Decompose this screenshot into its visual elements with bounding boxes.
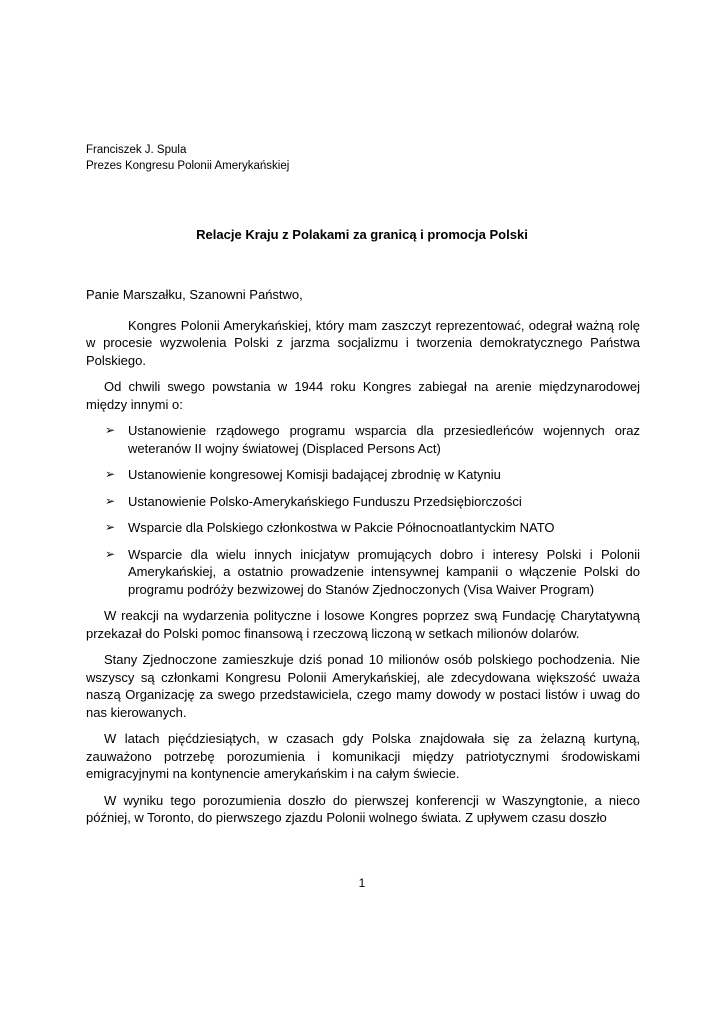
list-item bbox=[86, 422, 640, 457]
list-item bbox=[86, 519, 640, 537]
list-item bbox=[86, 493, 640, 511]
arrow-right-icon: ➢ bbox=[105, 493, 116, 508]
paragraph: W wyniku tego porozumienia doszło do pierwszej konferencji w Waszyngtonie, a nieco później, w Toronto, do pierwszego zjazdu Polonii wolnego świata. Z upływem czasu doszło bbox=[86, 792, 640, 825]
document-title: Relacje Kraju z Polakami za granicą i promocja Polski bbox=[196, 227, 528, 242]
author-role: Prezes Kongresu Polonii Amerykańskiej bbox=[86, 160, 290, 172]
paragraph: Od chwili swego powstania w 1944 roku Kongres zabiegał na arenie międzynarodowej między innymi o: bbox=[86, 379, 640, 412]
arrow-right-icon: ➢ bbox=[105, 546, 116, 561]
letter-header bbox=[86, 142, 289, 174]
list-item-text: Ustanowienie kongresowej Komisji badającej zbrodnię w Katyniu bbox=[128, 467, 501, 482]
arrow-right-icon: ➢ bbox=[105, 520, 116, 534]
list-item-text: Wsparcie dla wielu innych inicjatyw promujących dobro i interesy Polski i Polonii Amerykańskiej, a ostatnio prowadzenie intensywnej kampanii o włączenie Polski do programu podróży bezwizowej do Stanów Zjednoczonych (Visa Waiver Program) bbox=[128, 546, 640, 597]
arrow-right-icon: ➢ bbox=[105, 467, 116, 481]
list-item-text: Ustanowienie rządowego programu wsparcia dla przesiedleńców wojennych oraz weteranów II wojny światowej (Displaced Persons Act) bbox=[128, 423, 640, 456]
author-name: Franciszek J. Spula bbox=[86, 144, 187, 156]
document-body bbox=[86, 286, 640, 836]
list-item-text: Wsparcie dla Polskiego członkostwa w Pakcie Północnoatlantyckim NATO bbox=[128, 520, 555, 535]
paragraph: Kongres Polonii Amerykańskiej, który mam zaszczyt reprezentować, odegrał ważną rolę w procesie wyzwolenia Polski z jarzma socjalizmu i tworzenia demokratycznego Państwa Polskiego. bbox=[86, 317, 640, 368]
page-number: 1 bbox=[358, 876, 366, 890]
paragraph: W latach pięćdziesiątych, w czasach gdy Polska znajdowała się za żelazną kurtyną, zauważono potrzebę porozumienia i komunikacji między patriotycznymi środowiskami emigracyjnymi na kontynencie amerykańskim i na całym świecie. bbox=[86, 731, 640, 781]
paragraph: W reakcji na wydarzenia polityczne i losowe Kongres poprzez swą Fundację Charytatywną przekazał do Polski pomoc finansową i rzeczową liczoną w setkach milionów dolarów. bbox=[86, 608, 640, 641]
achievements-list bbox=[86, 422, 640, 598]
salutation: Panie Marszałku, Szanowni Państwo, bbox=[86, 287, 303, 302]
arrow-right-icon: ➢ bbox=[105, 423, 116, 437]
list-item-text: Ustanowienie Polsko-Amerykańskiego Funduszu Przedsiębiorczości bbox=[128, 493, 522, 509]
paragraph: Stany Zjednoczone zamieszkuje dziś ponad 10 milionów osób polskiego pochodzenia. Nie wszyscy są członkami Kongresu Polonii Amerykańskiej, ale zdecydowana większość uważa naszą Organizację za swego przedstawiciela, czego mamy dowody w postaci listów i uwag do nas kierowanych. bbox=[86, 652, 640, 720]
list-item bbox=[86, 466, 640, 484]
list-item bbox=[86, 546, 640, 599]
